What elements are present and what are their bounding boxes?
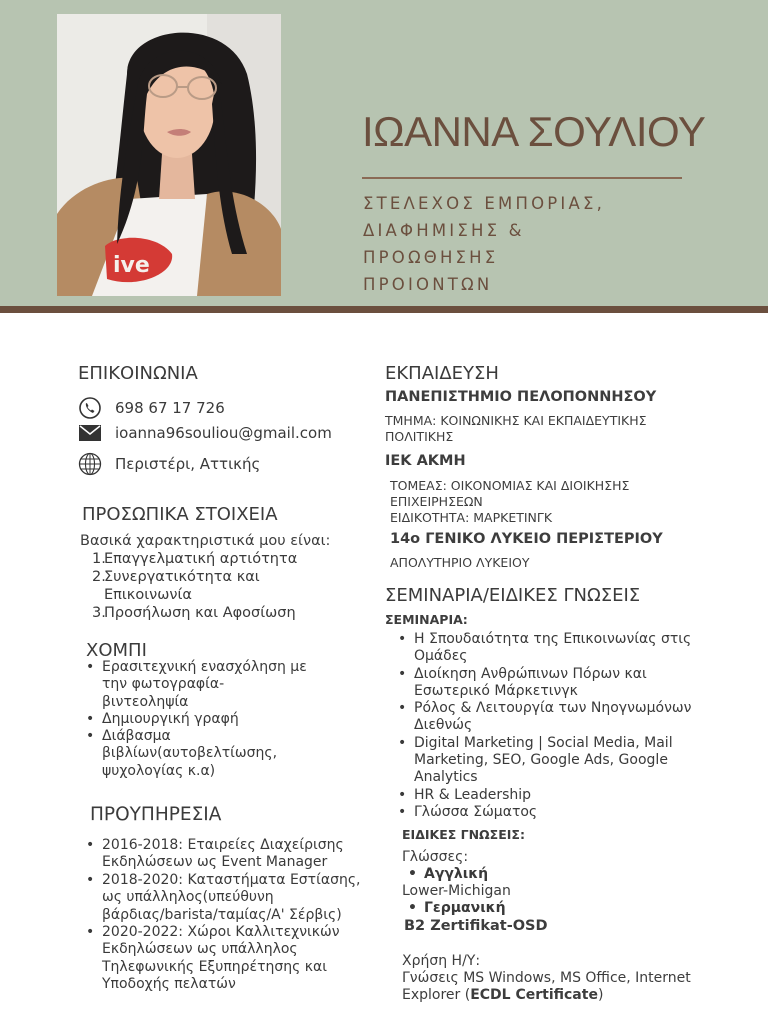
hobbies-list [82, 659, 307, 780]
job-title-line: ΔΙΑΦΗΜΙΣΗΣ & [363, 221, 525, 240]
personal-intro: Βασικά χαρακτηριστικά μου είναι: [80, 533, 331, 549]
list-item: • Διάβασμα βιβλίων(αυτοβελτίωσης, ψυχολογίας κ.α) [82, 728, 307, 780]
language-level: Lower-Michigan [402, 883, 511, 899]
contact-heading: ΕΠΙΚΟΙΝΩΝΙΑ [78, 363, 198, 384]
shirt-print-text: ive [113, 253, 150, 278]
special-knowledge-label: ΕΙΔΙΚΕΣ ΓΝΩΣΕΙΣ: [402, 827, 525, 842]
list-item: 1. Επαγγελματική αρτιότητα [92, 551, 298, 567]
phone-number[interactable]: 698 67 17 726 [115, 399, 225, 417]
list-item: • Ρόλος & Λειτουργία των Νηογνωμόνων Διεθνώς [394, 700, 691, 735]
list-item: 3. Προσήλωση και Αφοσίωση [92, 605, 296, 621]
language-level: B2 Zertifikat-OSD [404, 918, 548, 934]
job-title-line: ΣΤΕΛΕΧΟΣ ΕΜΠΟΡΙΑΣ, [363, 194, 606, 213]
university-name: ΠΑΝΕΠΙΣΤΗΜΙΟ ΠΕΛΟΠΟΝΝΗΣΟΥ [385, 389, 657, 405]
computer-skills-line: Γνώσεις MS Windows, MS Office, Internet [402, 970, 691, 986]
list-item: 2. Συνεργατικότητα και Επικοινωνία [92, 569, 260, 603]
header-divider-band [0, 306, 768, 313]
computer-label: Χρήση Η/Υ: [402, 953, 481, 969]
school-detail: ΑΠΟΛΥΤΗΡΙΟ ΛΥΚΕΙΟΥ [390, 555, 530, 570]
ecdl-certificate: ECDL Certificate [470, 987, 598, 1003]
iek-name: ΙΕΚ ΑΚΜΗ [385, 453, 466, 469]
contact-location-row [78, 452, 260, 476]
seminars-label: ΣΕΜΙΝΑΡΙΑ: [385, 612, 468, 627]
list-item: • HR & Leadership [394, 787, 691, 804]
languages-label: Γλώσσες: [402, 849, 469, 865]
job-title-line: ΠΡΟΩΘΗΣΗΣ [363, 248, 499, 267]
list-item: • Δημιουργική γραφή [82, 711, 307, 728]
email-address[interactable]: ioanna96souliou@gmail.com [115, 424, 332, 442]
job-title-line: ΠΡΟΙΟΝΤΩΝ [363, 275, 493, 294]
list-item: • 2016-2018: Εταιρείες Διαχείρισης Εκδηλώσεων ως Event Manager [82, 837, 361, 872]
location-text: Περιστέρι, Αττικής [115, 455, 261, 473]
iek-detail: ΤΟΜΕΑΣ: ΟΙΚΟΝΟΜΙΑΣ ΚΑΙ ΔΙΟΙΚΗΣΗΣ ΕΠΙΧΕΙΡΗΣΕΩΝ ΕΙΔΙΚΟΤΗΤΑ: ΜΑΡΚΕΤΙΝΓΚ [390, 478, 630, 525]
personal-traits-list [80, 550, 297, 622]
contact-phone-row [78, 396, 225, 420]
list-item: • Διοίκηση Ανθρώπινων Πόρων και Εσωτερικό Μάρκετινγκ [394, 666, 691, 701]
seminars-list [394, 631, 691, 821]
email-icon [78, 421, 102, 445]
computer-skills-line: Explorer (ECDL Certificate) [402, 987, 604, 1003]
experience-heading: ΠΡΟΥΠΗΡΕΣΙΑ [90, 804, 222, 825]
list-item: • 2020-2022: Χώροι Καλλιτεχνικών Εκδηλώσεων ως υπάλληλος Τηλεφωνικής Εξυπηρέτησης και Υποδοχής πελατών [82, 924, 361, 994]
globe-icon [78, 452, 102, 476]
seminars-heading: ΣΕΜΙΝΑΡΙΑ/ΕΙΔΙΚΕΣ ΓΝΩΣΕΙΣ [385, 585, 641, 606]
experience-list [82, 837, 361, 994]
languages-list-1 [404, 866, 488, 883]
languages-list-2 [404, 900, 506, 917]
name-underline [362, 177, 682, 179]
list-item: • Αγγλική [404, 866, 488, 883]
phone-icon [78, 396, 102, 420]
list-item: • Ερασιτεχνική ενασχόληση με την φωτογραφία- βιντεοληψία [82, 659, 307, 711]
profile-photo [57, 14, 281, 296]
list-item: • 2018-2020: Καταστήματα Εστίασης, ως υπάλληλος(υπεύθυνη βάρδιας/barista/ταμίας/Α' Σέρβις) [82, 872, 361, 924]
list-item: • Γερμανική [404, 900, 506, 917]
job-title [363, 190, 683, 298]
school-name: 14ο ΓΕΝΙΚΟ ΛΥΚΕΙΟ ΠΕΡΙΣΤΕΡΙΟΥ [390, 531, 663, 547]
candidate-name: ΙΩΑΝΝΑ ΣΟΥΛΙΟΥ [362, 108, 706, 155]
contact-email-row [78, 421, 332, 445]
personal-heading: ΠΡΟΣΩΠΙΚΑ ΣΤΟΙΧΕΙΑ [82, 504, 278, 525]
list-item: • Γλώσσα Σώματος [394, 804, 691, 821]
education-heading: ΕΚΠΑΙΔΕΥΣΗ [385, 363, 499, 384]
list-item: • Digital Marketing | Social Media, Mail Marketing, SEO, Google Ads, Google Analytics [394, 735, 691, 787]
hobbies-heading: ΧΟΜΠΙ [86, 640, 147, 661]
university-detail: ΤΜΗΜΑ: ΚΟΙΝΩΝΙΚΗΣ ΚΑΙ ΕΚΠΑΙΔΕΥΤΙΚΗΣ ΠΟΛΙΤΙΚΗΣ [385, 413, 647, 444]
list-item: • Η Σπουδαιότητα της Επικοινωνίας στις Ομάδες [394, 631, 691, 666]
